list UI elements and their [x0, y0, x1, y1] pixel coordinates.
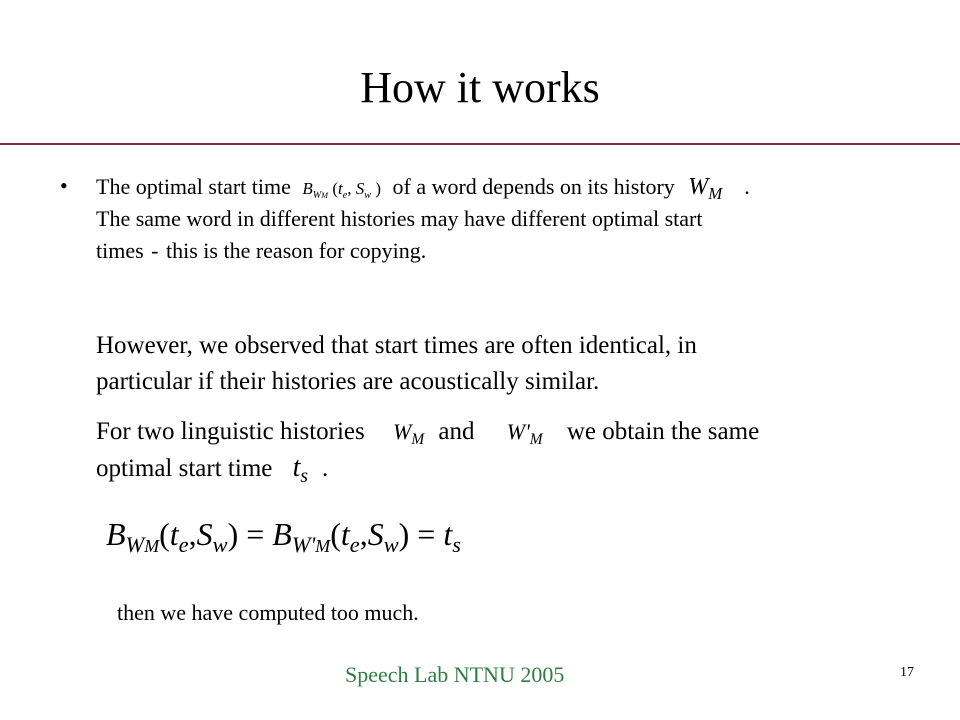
- para1-text-c: .: [744, 174, 750, 199]
- formula-wm-1: $W_M$: [688, 174, 723, 204]
- para1-line3-a: times: [96, 238, 144, 263]
- footer-text: Speech Lab NTNU 2005: [345, 662, 565, 687]
- para1-text-b: of a word depends on its history: [392, 174, 675, 199]
- formula-b-wm-te-sw: $B_{WM}$ ($t_e$, $S_w$ ): [302, 179, 381, 201]
- para3-text-a: For two linguistic histories: [96, 418, 365, 445]
- para3-and: and: [438, 418, 475, 445]
- para1-line3-b: this is the reason for copying.: [166, 238, 427, 263]
- formula-wm-2: $W_M$: [393, 419, 425, 448]
- page-number: 17: [900, 665, 914, 680]
- para3-text-d: .: [322, 455, 329, 482]
- formula-ts: $t_s$: [292, 452, 309, 487]
- formula-wprime-m: $W'_M$: [506, 419, 543, 448]
- para3-text-b: we obtain the same: [566, 418, 760, 445]
- para1-text-a: The optimal start time: [96, 174, 291, 199]
- para4-text: then we have computed too much.: [117, 600, 419, 625]
- para3-text-c: optimal start time: [96, 455, 273, 482]
- para2-line1: However, we observed that start times are often identical, in: [96, 332, 697, 359]
- title-divider: [0, 143, 960, 145]
- para1-line3-dash: -: [151, 238, 159, 263]
- equation-start-times: $B_{WM}(t_e,S_w) = B_{W'M}(t_e,S_w) = t_s$: [106, 516, 461, 557]
- para3-line1: [96, 414, 759, 453]
- para1-line2: The same word in different histories may have different optimal start: [96, 206, 703, 231]
- para1-line3: [96, 235, 426, 267]
- bullet-marker: •: [60, 173, 68, 198]
- slide-title: How it works: [360, 63, 600, 112]
- para3-line2: [96, 450, 328, 489]
- para2-line2: particular if their histories are acoustically similar.: [96, 368, 600, 395]
